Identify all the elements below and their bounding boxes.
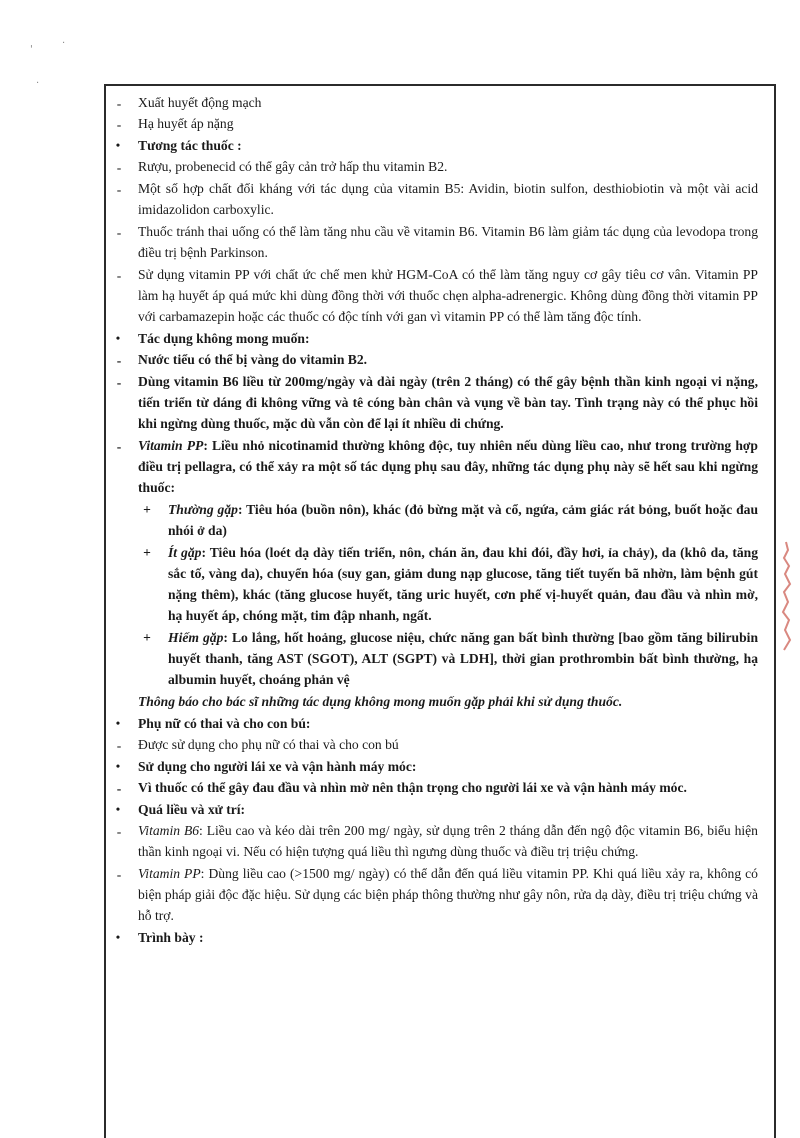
dash-marker: -	[116, 824, 122, 839]
dash-marker: -	[116, 117, 122, 132]
dash-marker: -	[116, 353, 122, 368]
dash-marker: -	[116, 738, 122, 753]
dash-marker: -	[116, 439, 122, 454]
sub-list-item: + Ít gặp: Tiêu hóa (loét dạ dày tiến triển, nôn, chán ăn, đau khi đói, đầy hơi, ỉa chảy), da (khô da, tăng sắc tố, vàng da), chuyển hóa (suy gan, giảm dung nạp glucose, tăng tiết tuyến bã nhờn, làm bệnh gút nặng thêm), khác (tăng glucose huyết, tăng uric huyết, cơn phế vị-huyết quản, đau đầu và nhìn mờ, hạ huyết áp, chóng mặt, tim đập nhanh, ngất.	[108, 542, 758, 626]
list-item: - Thuốc tránh thai uống có thể làm tăng nhu cầu về vitamin B6. Vitamin B6 làm giảm tác dụng của levodopa trong điều trị bệnh Parkinson.	[108, 221, 758, 263]
scan-speck: ·	[36, 78, 40, 89]
plus-marker: +	[143, 630, 151, 645]
section-heading: • Trình bày :	[108, 927, 758, 948]
dash-marker: -	[116, 160, 122, 175]
list-item: - Vitamin B6: Liều cao và kéo dài trên 200 mg/ ngày, sử dụng trên 2 tháng dẫn đến ngộ độc vitamin B6, biểu hiện thần kinh ngoại vi. Nếu có hiện tượng quá liều thì ngưng dùng thuốc và điều trị triệu chứng.	[108, 820, 758, 862]
dash-marker: -	[116, 96, 122, 111]
list-item: - Một số hợp chất đối kháng với tác dụng của vitamin B5: Avidin, biotin sulfon, desthiobiotin và một vài acid imidazolidon carboxylic.	[108, 178, 758, 220]
section-heading: • Phụ nữ có thai và cho con bú:	[108, 713, 758, 734]
bullet-marker: •	[115, 930, 121, 944]
list-item: - Xuất huyết động mạch	[108, 92, 758, 113]
list-item: - Nước tiểu có thể bị vàng do vitamin B2.	[108, 349, 758, 370]
bullet-marker: •	[115, 716, 121, 730]
scan-speck: ·	[62, 38, 66, 49]
list-item: - Dùng vitamin B6 liều từ 200mg/ngày và dài ngày (trên 2 tháng) có thể gây bệnh thần kinh ngoại vi nặng, tiến triển từ dáng đi không vững và tê cóng bàn chân và vụng về bàn tay. Tình trạng này có thể phục hồi khi ngừng dùng thuốc, mặc dù vẫn còn để lại ít nhiều di chứng.	[108, 371, 758, 434]
list-item: - Vitamin PP: Liều nhỏ nicotinamid thường không độc, tuy nhiên nếu dùng liều cao, như trong trường hợp điều trị pellagra, có thể xảy ra một số tác dụng phụ sau đây, những tác dụng phụ này sẽ hết sau khi ngừng thuốc:	[108, 435, 758, 498]
sub-list-item: + Hiếm gặp: Lo lắng, hốt hoảng, glucose niệu, chức năng gan bất bình thường [bao gồm tăng bilirubin huyết thanh, tăng AST (SGOT), ALT (SGPT) và LDH], thời gian prothrombin bất bình thường, hạ albumin huyết, choáng phản vệ	[108, 627, 758, 690]
sub-list-item: + Thường gặp: Tiêu hóa (buồn nôn), khác (đỏ bừng mặt và cổ, ngứa, cảm giác rát bỏng, buốt hoặc đau nhói ở da)	[108, 499, 758, 541]
dash-marker: -	[116, 225, 122, 240]
dash-marker: -	[116, 781, 122, 796]
section-heading: • Tác dụng không mong muốn:	[108, 328, 758, 349]
notice-text: Thông báo cho bác sĩ những tác dụng không mong muốn gặp phải khi sử dụng thuốc.	[138, 694, 623, 709]
dash-marker: -	[116, 182, 122, 197]
bullet-marker: •	[115, 802, 121, 816]
list-item: - Vì thuốc có thể gây đau đầu và nhìn mờ nên thận trọng cho người lái xe và vận hành máy móc.	[108, 777, 758, 798]
scan-speck: '	[30, 44, 33, 55]
section-heading: • Tương tác thuốc :	[108, 135, 758, 156]
dash-marker: -	[116, 375, 122, 390]
list-item: - Rượu, probenecid có thể gây cản trở hấp thu vitamin B2.	[108, 156, 758, 177]
list-item: - Hạ huyết áp nặng	[108, 113, 758, 134]
bullet-marker: •	[115, 138, 121, 152]
section-heading: • Quá liều và xử trí:	[108, 799, 758, 820]
plus-marker: +	[143, 545, 151, 560]
bullet-marker: •	[115, 331, 121, 345]
list-item: - Sử dụng vitamin PP với chất ức chế men khử HGM-CoA có thể làm tăng nguy cơ gây tiêu cơ vân. Vitamin PP làm hạ huyết áp quá mức khi dùng đồng thời với thuốc chẹn alpha-adrenergic. Không dùng đồng thời vitamin PP với carbamazepin hoặc các thuốc có độc tính với gan vì vitamin PP có thể làm tăng độc tính.	[108, 264, 758, 327]
list-item: - Được sử dụng cho phụ nữ có thai và cho con bú	[108, 734, 758, 755]
document-body	[108, 92, 758, 948]
plus-marker: +	[143, 502, 151, 517]
section-heading: • Sử dụng cho người lái xe và vận hành máy móc:	[108, 756, 758, 777]
bullet-marker: •	[115, 759, 121, 773]
dash-marker: -	[116, 867, 122, 882]
margin-scribble	[778, 540, 794, 660]
dash-marker: -	[116, 268, 122, 283]
list-item: - Vitamin PP: Dùng liều cao (>1500 mg/ ngày) có thể dẫn đến quá liều vitamin PP. Khi quá liều xảy ra, không có biện pháp giải độc đặc hiệu. Sử dụng các biện pháp thông thường như gây nôn, rửa dạ dày, điều trị triệu chứng và hỗ trợ.	[108, 863, 758, 926]
